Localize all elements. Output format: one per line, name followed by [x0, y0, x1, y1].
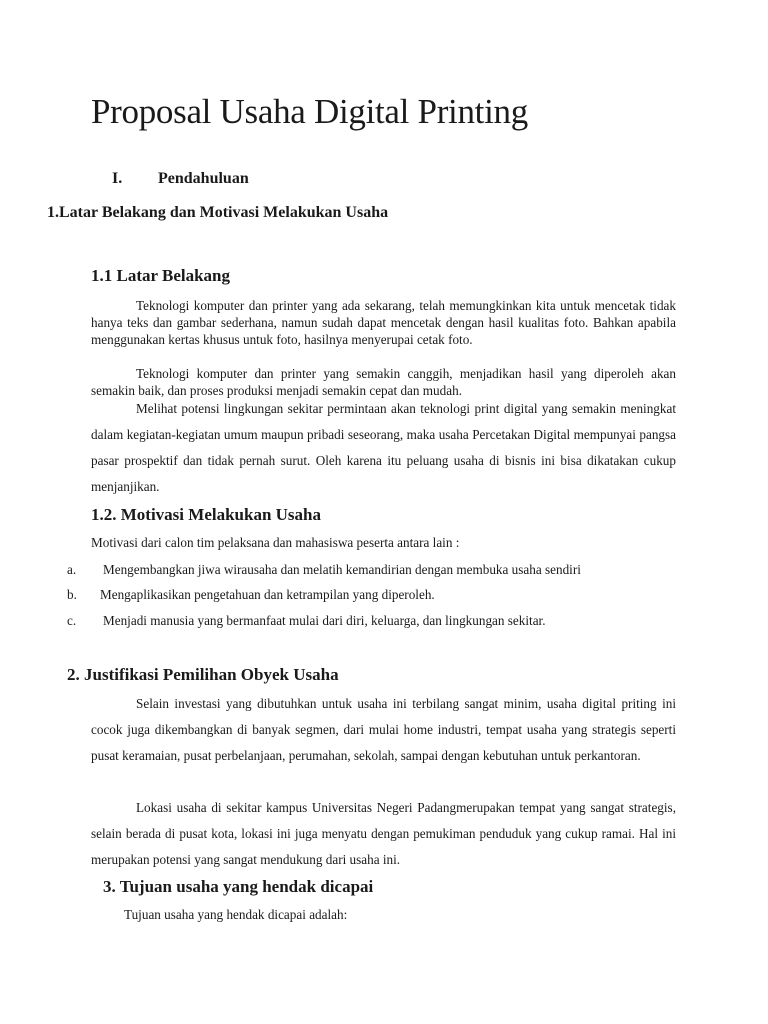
list-item-text: Mengaplikasikan pengetahuan dan ketrampilan yang diperoleh.	[100, 587, 435, 602]
heading-1-2: 1.2. Motivasi Melakukan Usaha	[91, 505, 321, 524]
paragraph-1: Teknologi komputer dan printer yang ada sekarang, telah memungkinkan kita untuk mencetak tidak hanya teks dan gambar sederhana, namun sudah dapat mencetak dengan hasil kualitas foto. Bahkan apabila menggunakan kertas khusus untuk foto, hasilnya menyerupai cetak foto.	[91, 298, 676, 347]
paragraph-7: Tujuan usaha yang hendak dicapai adalah:	[124, 907, 348, 922]
section-heading: Pendahuluan	[158, 170, 249, 187]
paragraph-5: Selain investasi yang dibutuhkan untuk usaha ini terbilang sangat minim, usaha digital priting ini cocok juga dikembangkan di banyak segmen, dari mulai home industri, tempat usaha yang strategis seperti pusat keramaian, pusat perbelanjaan, perumahan, sekolah, sampai dengan kebutuhan untuk perkantoran.	[91, 696, 676, 763]
list-item-text: Mengembangkan jiwa wirausaha dan melatih kemandirian dengan membuka usaha sendiri	[103, 562, 581, 577]
section-numeral: I.	[112, 170, 123, 187]
paragraph-3: Melihat potensi lingkungan sekitar permintaan akan teknologi print digital yang semakin meningkat dalam kegiatan-kegiatan umum maupun pribadi seseorang, maka usaha Percetakan Digital mempunyai pangsa pasar prospektif dan tidak pernah surut. Oleh karena itu peluang usaha di bisnis ini bisa dikatakan cukup menjanjikan.	[91, 401, 676, 494]
document-title: Proposal Usaha Digital Printing	[91, 92, 528, 131]
heading-1-1: 1.1 Latar Belakang	[91, 266, 231, 285]
heading-latar-belakang-motivasi: 1.Latar Belakang dan Motivasi Melakukan Usaha	[47, 204, 389, 221]
heading-3: 3. Tujuan usaha yang hendak dicapai	[103, 877, 374, 896]
list-marker: a.	[67, 562, 77, 577]
list-marker: b.	[67, 587, 77, 602]
paragraph-2: Teknologi komputer dan printer yang semakin canggih, menjadikan hasil yang diperoleh akan semakin baik, dan proses produksi menjadi semakin cepat dan mudah.	[91, 366, 676, 398]
list-item-text: Menjadi manusia yang bermanfaat mulai dari diri, keluarga, dan lingkungan sekitar.	[103, 613, 546, 628]
list-marker: c.	[67, 613, 77, 628]
heading-2: 2. Justifikasi Pemilihan Obyek Usaha	[67, 665, 339, 684]
paragraph-6: Lokasi usaha di sekitar kampus Universitas Negeri Padangmerupakan tempat yang sangat strategis, selain berada di pusat kota, lokasi ini juga menyatu dengan pemukiman penduduk yang cukup ramai. Hal ini merupakan potensi yang sangat mendukung dari usaha ini.	[91, 800, 676, 867]
paragraph-4: Motivasi dari calon tim pelaksana dan mahasiswa peserta antara lain :	[91, 535, 460, 550]
